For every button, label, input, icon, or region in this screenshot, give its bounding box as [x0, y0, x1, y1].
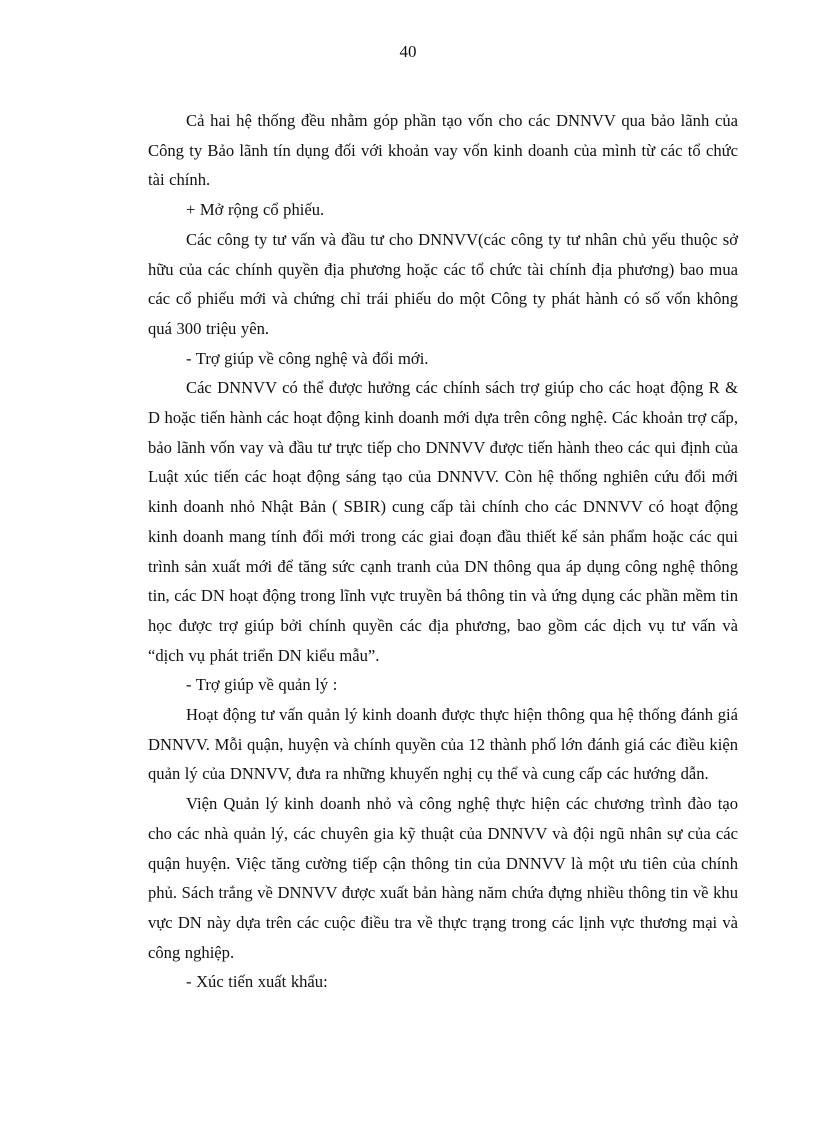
paragraph-management-consulting: Hoạt động tư vấn quản lý kinh doanh được thực hiện thông qua hệ thống đánh giá DNNVV. Mỗi quận, huyện và chính quyền của 12 thành phố lớn đánh giá các điều kiện quản lý của DNNVV, đưa ra những khuyến nghị cụ thể và cung cấp các hướng dẫn.	[148, 705, 738, 784]
paragraph-training-institute: Viện Quản lý kinh doanh nhỏ và công nghệ thực hiện các chương trình đào tạo cho các nhà quản lý, các chuyên gia kỹ thuật của DNNVV và đội ngũ nhân sự của các quận huyện. Việc tăng cường tiếp cận thông tin của DNNVV là một ưu tiên của chính phủ. Sách trắng về DNNVV được xuất bản hàng năm chứa đựng nhiều thông tin về khu vực DN này dựa trên các cuộc điều tra về thực trạng trong các lịnh vực thương mại và công nghiệp.	[148, 794, 738, 962]
paragraph-investment-companies: Các công ty tư vấn và đầu tư cho DNNVV(các công ty tư nhân chủ yếu thuộc sở hữu của các chính quyền địa phương hoặc các tổ chức tài chính địa phương) bao mua các cổ phiếu mới và chứng chỉ trái phiếu do một Công ty phát hành có số vốn không quá 300 triệu yên.	[148, 229, 738, 338]
document-body	[148, 106, 738, 997]
heading-expand-shares: + Mở rộng cổ phiếu.	[186, 200, 325, 220]
heading-export-promotion: - Xúc tiến xuất khẩu:	[186, 972, 328, 992]
paragraph-guarantee-systems: Cả hai hệ thống đều nhằm góp phần tạo vốn cho các DNNVV qua bảo lãnh của Công ty Bảo lãnh tín dụng đối với khoản vay vốn kinh doanh của mình từ các tổ chức tài chính.	[148, 111, 738, 190]
page-number: 40	[399, 42, 417, 61]
paragraph-technology-policies: Các DNNVV có thể được hưởng các chính sách trợ giúp cho các hoạt động R & D hoặc tiến hành các hoạt động kinh doanh mới dựa trên công nghệ. Các khoản trợ cấp, bảo lãnh vốn vay và đầu tư trực tiếp cho DNNVV được tiến hành theo các qui định của Luật xúc tiến các hoạt động sáng tạo của DNNVV. Còn hệ thống nghiên cứu đổi mới kinh doanh nhỏ Nhật Bản ( SBIR) cung cấp tài chính cho các DNNVV có hoạt động kinh doanh mang tính đổi mới trong các giai đoạn đầu thiết kế sản phẩm hoặc các qui trình sản xuất mới để tăng sức cạnh tranh của DN thông qua áp dụng công nghệ thông tin, các DN hoạt động trong lĩnh vực truyền bá thông tin và ứng dụng các phần mềm tin học được trợ giúp bởi chính quyền các địa phương, bao gồm các dịch vụ tư vấn và “dịch vụ phát triển DN kiểu mẫu”.	[148, 378, 738, 665]
heading-technology-support: - Trợ giúp về công nghệ và đổi mới.	[186, 348, 429, 368]
heading-management-support: - Trợ giúp về quản lý :	[186, 675, 338, 695]
